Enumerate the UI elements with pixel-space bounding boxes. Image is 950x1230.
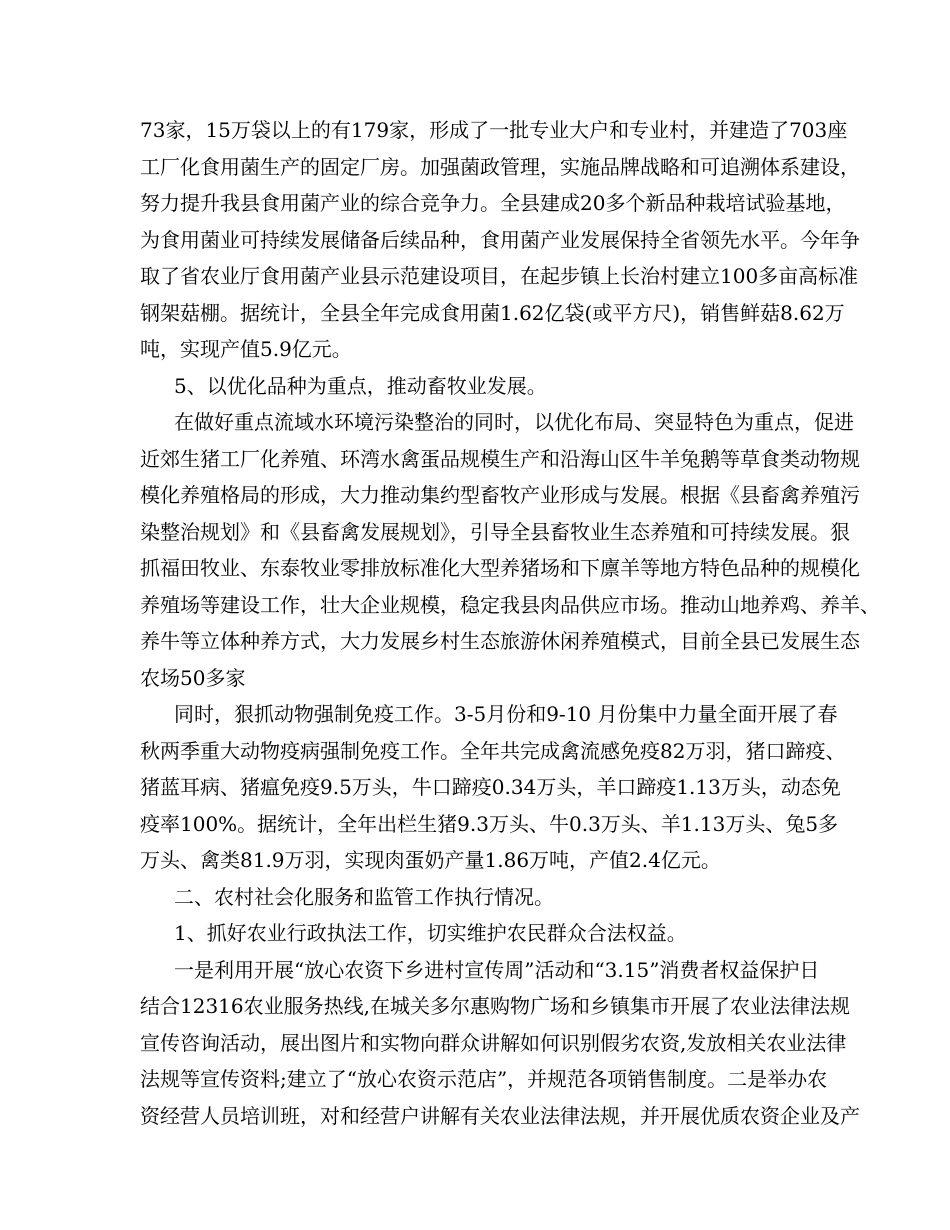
text-line: 为食用菌业可持续发展储备后续品种，食用菌产业发展保持全省领先水平。今年争 — [140, 227, 860, 252]
document-body — [140, 112, 880, 1134]
text-line: 资经营人员培训班，对和经营户讲解有关农业法律法规，并开展优质农资企业及产 — [140, 1103, 860, 1128]
text-line: 养牛等立体种养方式，大力发展乡村生态旅游休闲养殖模式，目前全县已发展生态 — [140, 629, 860, 653]
text-line: 钢架菇棚。据统计，全县全年完成食用菌1.62亿袋(或平方尺)，销售鲜菇8.62万 — [140, 300, 845, 325]
text-line: 结合12316农业服务热线,在城关多尔惠购物广场和乡镇集市开展了农业法律法规 — [140, 994, 850, 1018]
text-line: 1、抓好农业行政执法工作，切实维护农民群众合法权益。 — [174, 921, 687, 945]
text-line: 秋两季重大动物疫病强制免疫工作。全年共完成禽流感免疫82万羽，猪口蹄疫、 — [140, 738, 846, 763]
text-line: 法规等宣传资料;建立了“放心农资示范店”，并规范各项销售制度。二是举办农 — [140, 1067, 828, 1091]
text-line: 73家，15万袋以上的有179家，形成了一批专业大户和专业村，并建造了703座 — [140, 118, 848, 142]
text-line: 模化养殖格局的形成，大力推动集约型畜牧产业形成与发展。根据《县畜禽养殖污 — [140, 483, 860, 507]
text-line: 养殖场等建设工作，壮大企业规模，稳定我县肉品供应市场。推动山地养鸡、养羊、 — [140, 592, 880, 617]
text-line: 取了省农业厅食用菌产业县示范建设项目，在起步镇上长治村建立100多亩高标准 — [140, 264, 859, 288]
text-line: 5、以优化品种为重点，推动畜牧业发展。 — [174, 373, 547, 398]
text-line: 在做好重点流域水环境污染整治的同时，以优化布局、突显特色为重点，促进 — [174, 410, 854, 434]
text-line: 万头、禽类81.9万羽，实现肉蛋奶产量1.86万吨，产值2.4亿元。 — [140, 848, 721, 872]
text-line: 吨，实现产值5.9亿元。 — [140, 337, 352, 361]
text-line: 近郊生猪工厂化养殖、环湾水禽蛋品规模生产和沿海山区牛羊兔鹅等草食类动物规 — [140, 446, 860, 471]
text-line: 宣传咨询活动，展出图片和实物向群众讲解如何识别假劣农资,发放相关农业法律 — [140, 1030, 847, 1055]
text-line: 一是利用开展“放心农资下乡进村宣传周”活动和“3.15”消费者权益保护日 — [174, 957, 820, 982]
text-line: 染整治规划》和《县畜禽发展规划》，引导全县畜牧业生态养殖和可持续发展。狠 — [140, 519, 850, 544]
text-line: 同时，狠抓动物强制免疫工作。3-5月份和9-10 月份集中力量全面开展了春 — [174, 702, 838, 726]
text-line: 二、农村社会化服务和监管工作执行情况。 — [174, 884, 554, 909]
text-line: 农场50多家 — [140, 665, 246, 690]
text-line: 努力提升我县食用菌产业的综合竞争力。全县建成20多个新品种栽培试验基地， — [140, 191, 846, 215]
text-line: 疫率100%。据统计，全年出栏生猪9.3万头、牛0.3万头、羊1.13万头、兔5多 — [140, 811, 839, 836]
text-line: 抓福田牧业、东泰牧业零排放标准化大型养猪场和下廪羊等地方特色品种的规模化 — [140, 556, 860, 580]
text-line: 工厂化食用菌生产的固定厂房。加强菌政管理，实施品牌战略和可追溯体系建设， — [140, 154, 860, 179]
text-line: 猪蓝耳病、猪瘟免疫9.5万头，牛口蹄疫0.34万头，羊口蹄疫1.13万头，动态免 — [140, 775, 841, 799]
